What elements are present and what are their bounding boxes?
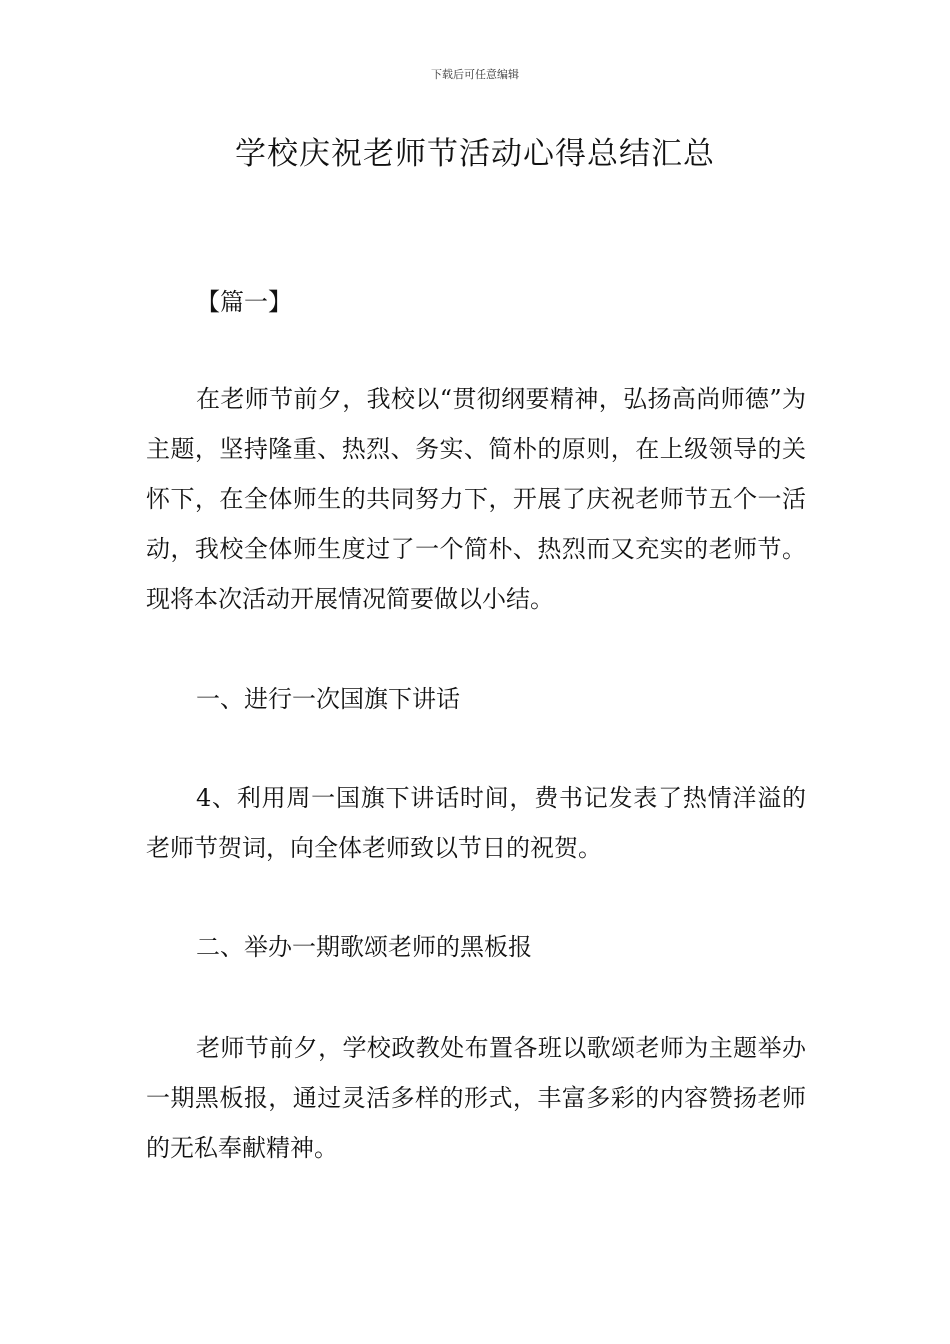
document-title: 学校庆祝老师节活动心得总结汇总 <box>235 136 715 172</box>
section-label: 【篇一】 <box>196 288 292 316</box>
heading-two: 二、举办一期歌颂老师的黑板报 <box>196 933 532 961</box>
item-two-paragraph: 老师节前夕，学校政教处布置各班以歌颂老师为主题举办一期黑板报，通过灵活多样的形式，丰富多彩的内容赞扬老师的无私奉献精神。 <box>146 1034 806 1162</box>
item-one-paragraph: 4、利用周一国旗下讲话时间，费书记发表了热情洋溢的老师节贺词，向全体老师致以节日的祝贺。 <box>146 784 806 862</box>
intro-paragraph: 在老师节前夕，我校以“贯彻纲要精神，弘扬高尚师德”为主题，坚持隆重、热烈、务实、简朴的原则，在上级领导的关怀下，在全体师生的共同努力下，开展了庆祝老师节五个一活动，我校全体师生度过了一个简朴、热烈而又充实的老师节。现将本次活动开展情况简要做以小结。 <box>146 385 806 613</box>
header-note: 下载后可任意编辑 <box>431 68 519 81</box>
heading-one: 一、进行一次国旗下讲话 <box>196 685 460 713</box>
